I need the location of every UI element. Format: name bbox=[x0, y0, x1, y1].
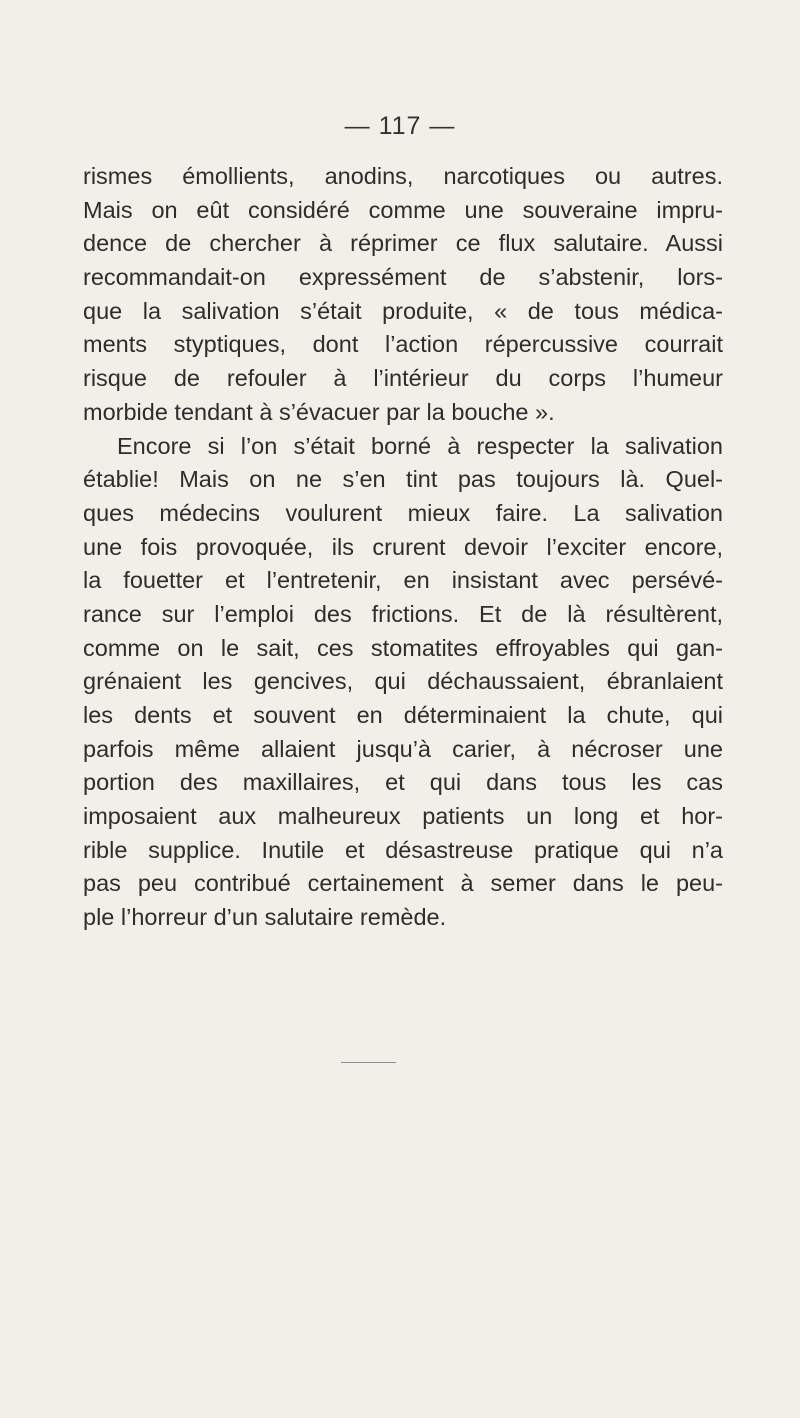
text-line: grénaient les gencives, qui déchaussaient, ébranlaient bbox=[83, 668, 723, 695]
text-line: portion des maxillaires, et qui dans tous les cas bbox=[83, 769, 723, 796]
text-line: ple l’horreur d’un salutaire remède. bbox=[83, 904, 447, 931]
text-line: rible supplice. Inutile et désastreuse pratique qui n’a bbox=[83, 836, 723, 863]
text-line: établie! Mais on ne s’en tint pas toujours là. Quel- bbox=[83, 466, 723, 493]
text-line: Mais on eût considéré comme une souveraine impru- bbox=[83, 196, 723, 223]
text-line: Encore si l’on s’était borné à respecter la salivation bbox=[117, 432, 723, 459]
text-line: la fouetter et l’entretenir, en insistant avec persévé- bbox=[83, 567, 723, 594]
text-line: pas peu contribué certainement à semer dans le peu- bbox=[83, 870, 723, 897]
text-line: recommandait-on expressément de s’abstenir, lors- bbox=[83, 264, 723, 291]
page-number: — 117 — bbox=[344, 112, 456, 140]
text-line: dence de chercher à réprimer ce flux salutaire. Aussi bbox=[83, 230, 723, 257]
text-line: rismes émollients, anodins, narcotiques ou autres. bbox=[83, 163, 723, 189]
body-text bbox=[83, 160, 723, 935]
text-line: les dents et souvent en déterminaient la chute, qui bbox=[83, 702, 723, 728]
text-line: que la salivation s’était produite, « de tous médica- bbox=[83, 297, 723, 324]
paragraph-2 bbox=[83, 430, 723, 935]
text-line: morbide tendant à s’évacuer par la bouche ». bbox=[83, 398, 555, 425]
text-line: une fois provoquée, ils crurent devoir l’exciter encore, bbox=[83, 533, 723, 560]
text-line: ments styptiques, dont l’action répercussive courrait bbox=[83, 331, 723, 358]
end-rule bbox=[341, 1062, 396, 1063]
text-line: parfois même allaient jusqu’à carier, à nécroser une bbox=[83, 735, 723, 762]
text-line: ques médecins voulurent mieux faire. La salivation bbox=[83, 499, 723, 526]
paragraph-1 bbox=[83, 160, 723, 430]
text-line: comme on le sait, ces stomatites effroyables qui gan- bbox=[83, 634, 723, 661]
text-line: imposaient aux malheureux patients un long et hor- bbox=[83, 803, 723, 830]
text-line: rance sur l’emploi des frictions. Et de là résultèrent, bbox=[83, 600, 723, 627]
text-line: risque de refouler à l’intérieur du corps l’humeur bbox=[83, 365, 723, 392]
